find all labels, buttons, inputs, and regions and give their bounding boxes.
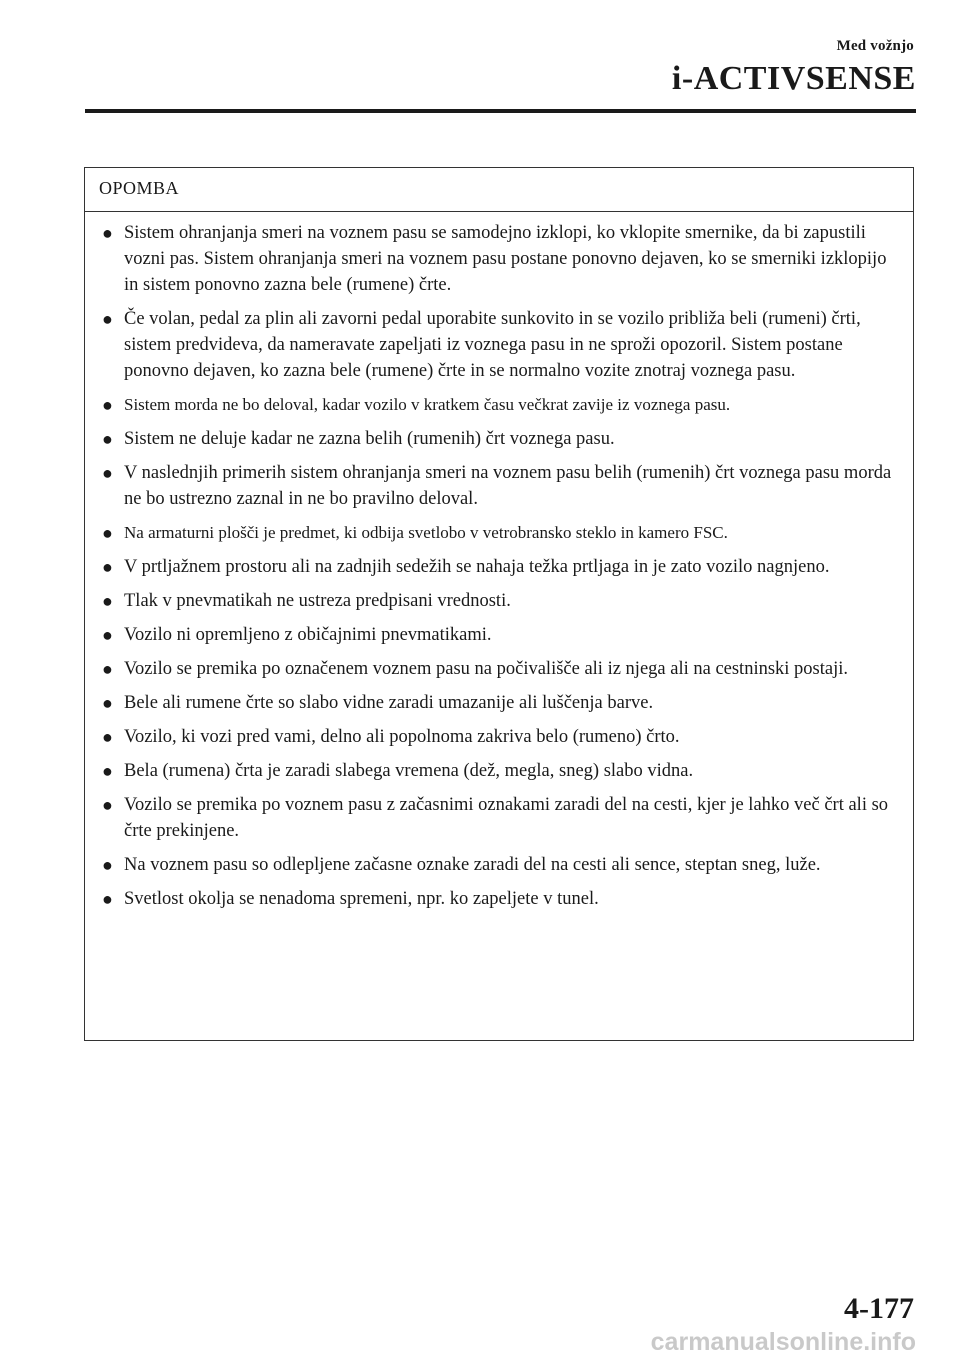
note-item-text: Sistem morda ne bo deloval, kadar vozilo v kratkem času večkrat zavije iz voznega pasu. <box>124 395 731 414</box>
bullet-icon: ● <box>102 523 113 543</box>
page-number: 4-177 <box>844 1292 914 1325</box>
bullet-icon: ● <box>102 795 113 815</box>
note-item-text: Bele ali rumene črte so slabo vidne zaradi umazanije ali luščenja barve. <box>124 693 654 713</box>
note-item-text: Vozilo ni opremljeno z običajnimi pnevmatikami. <box>124 625 492 645</box>
note-item-text: Na armaturni plošči je predmet, ki odbija svetlobo v vetrobransko steklo in kamero FSC. <box>124 523 728 542</box>
bullet-icon: ● <box>102 591 113 611</box>
bullet-icon: ● <box>102 223 113 243</box>
note-item <box>97 724 903 750</box>
header-rule <box>85 109 916 113</box>
note-item-text: Sistem ohranjanja smeri na voznem pasu se samodejno izklopi, ko vklopite smernike, da bi zapustili vozni pas. Sistem ohranjanja smeri na voznem pasu postane ponovno dejaven, ko se smerniki izklopijo in sistem ponovno zazna bele (rumene) črte. <box>124 223 887 295</box>
note-item <box>97 690 903 716</box>
note-item-text: Vozilo se premika po voznem pasu z začasnimi oznakami zaradi del na cesti, kjer je lahko več črt ali so črte prekinjene. <box>124 795 889 841</box>
note-item-text: Na voznem pasu so odlepljene začasne oznake zaradi del na cesti ali sence, steptan sneg, luže. <box>124 855 821 875</box>
note-item-text: V naslednjih primerih sistem ohranjanja smeri na voznem pasu belih (rumenih) črt voznega pasu morda ne bo ustrezno zaznal in ne bo pravilno deloval. <box>124 463 892 509</box>
bullet-icon: ● <box>102 727 113 747</box>
bullet-icon: ● <box>102 429 113 449</box>
section-label: Med vožnjo <box>836 38 914 54</box>
note-item <box>97 758 903 784</box>
note-item-text: Tlak v pnevmatikah ne ustreza predpisani vrednosti. <box>124 591 511 611</box>
note-item <box>97 426 903 452</box>
note-item-text: Če volan, pedal za plin ali zavorni pedal uporabite sunkovito in se vozilo približa beli (rumeni) črti, sistem predvideva, da nameravate zapeljati iz voznega pasu in ne sproži opozoril. Sistem postane ponovno dejaven, ko zazna bele (rumene) črte in se normalno vozite znotraj voznega pasu. <box>124 309 861 381</box>
note-item <box>97 852 903 878</box>
note-item <box>97 392 903 418</box>
note-item <box>97 656 903 682</box>
note-box <box>84 167 914 1041</box>
note-item <box>97 520 903 546</box>
note-item-text: V prtljažnem prostoru ali na zadnjih sedežih se nahaja težka prtljaga in je zato vozilo nagnjeno. <box>124 557 830 577</box>
note-item <box>97 792 903 844</box>
note-item <box>97 622 903 648</box>
note-item <box>97 220 903 298</box>
bullet-icon: ● <box>102 889 113 909</box>
note-item-text: Vozilo, ki vozi pred vami, delno ali popolnoma zakriva belo (rumeno) črto. <box>124 727 680 747</box>
bullet-icon: ● <box>102 395 113 415</box>
note-title: OPOMBA <box>85 168 913 212</box>
bullet-icon: ● <box>102 625 113 645</box>
note-item-text: Vozilo se premika po označenem voznem pasu na počivališče ali iz njega ali na cestninski postaji. <box>124 659 849 679</box>
bullet-icon: ● <box>102 659 113 679</box>
bullet-icon: ● <box>102 309 113 329</box>
watermark: carmanualsonline.info <box>650 1328 916 1356</box>
bullet-icon: ● <box>102 557 113 577</box>
bullet-icon: ● <box>102 463 113 483</box>
note-list <box>85 212 913 912</box>
note-item <box>97 886 903 912</box>
note-item <box>97 588 903 614</box>
bullet-icon: ● <box>102 693 113 713</box>
bullet-icon: ● <box>102 855 113 875</box>
note-item-text: Bela (rumena) črta je zaradi slabega vremena (dež, megla, sneg) slabo vidna. <box>124 761 694 781</box>
chapter-title: i-ACTIVSENSE <box>671 60 916 97</box>
note-item <box>97 460 903 512</box>
bullet-icon: ● <box>102 761 113 781</box>
note-item-text: Svetlost okolja se nenadoma spremeni, npr. ko zapeljete v tunel. <box>124 889 599 909</box>
note-item-text: Sistem ne deluje kadar ne zazna belih (rumenih) črt voznega pasu. <box>124 429 615 449</box>
note-item <box>97 554 903 580</box>
note-item <box>97 306 903 384</box>
